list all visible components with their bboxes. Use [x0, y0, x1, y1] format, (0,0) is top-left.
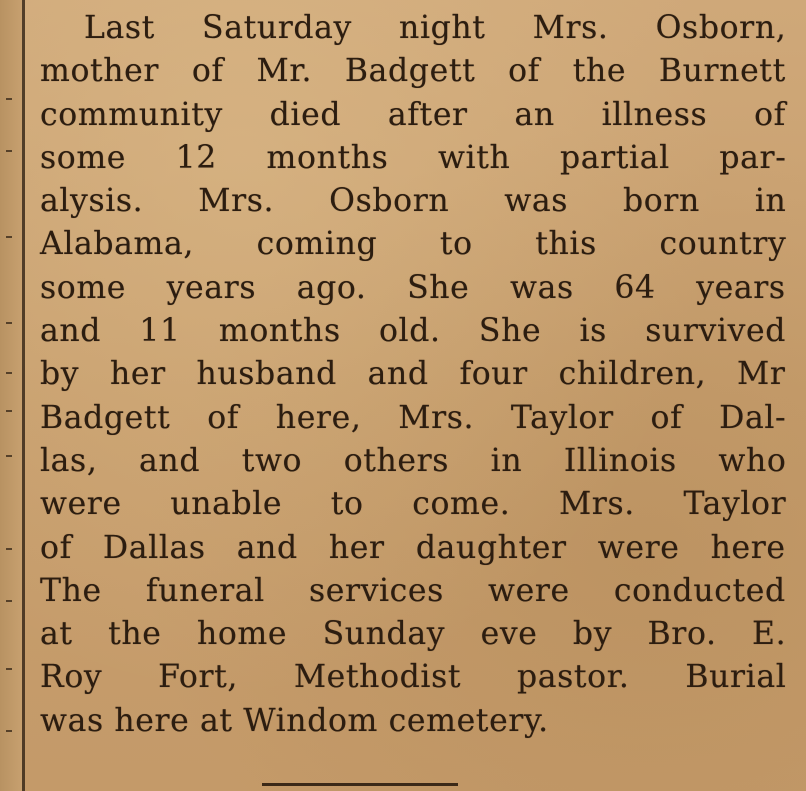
article-line: mother of Mr. Badgett of the Burnett — [40, 53, 786, 90]
margin-mark — [6, 668, 12, 670]
article-line: community died after an illness of — [40, 96, 786, 133]
article-line: some years ago. She was 64 years — [40, 269, 786, 306]
article-line: was here at Windom cemetery. — [40, 702, 549, 739]
margin-mark — [6, 98, 12, 100]
article-line: Last Saturday night Mrs. Osborn, — [84, 10, 787, 46]
article-line: Alabama, coming to this country — [40, 226, 787, 263]
article-line: and 11 months old. She is survived — [40, 313, 786, 350]
article-line: Roy Fort, Methodist pastor. Burial — [40, 659, 787, 696]
margin-mark — [6, 730, 12, 732]
column-rule — [22, 0, 25, 791]
margin-mark — [6, 548, 12, 550]
article-line: at the home Sunday eve by Bro. E. — [40, 616, 787, 653]
article-line: were unable to come. Mrs. Taylor — [40, 486, 787, 523]
margin-mark — [6, 600, 12, 602]
article-line: by her husband and four children, Mr — [40, 356, 786, 393]
article-body — [40, 7, 790, 743]
end-of-article-rule — [262, 783, 458, 786]
article-line: The funeral services were conducted — [40, 572, 786, 609]
article-line: Badgett of here, Mrs. Taylor of Dal- — [40, 399, 787, 436]
article-line: of Dallas and her daughter were here — [40, 529, 786, 566]
margin-mark — [6, 150, 12, 152]
article-line: alysis. Mrs. Osborn was born in — [40, 183, 787, 220]
margin-mark — [6, 372, 12, 374]
adjacent-column-edge — [0, 0, 22, 791]
margin-mark — [6, 322, 12, 324]
article-line: las, and two others in Illinois who — [40, 442, 787, 479]
margin-mark — [6, 236, 12, 238]
margin-mark — [6, 410, 12, 412]
article-line: some 12 months with partial par- — [40, 139, 787, 176]
margin-mark — [6, 455, 12, 457]
